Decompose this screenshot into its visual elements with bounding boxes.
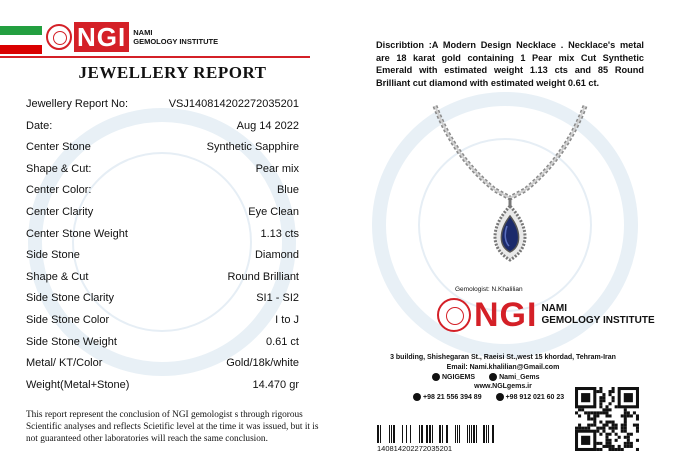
ngi-seal-icon <box>46 24 72 50</box>
row-label: Jewellery Report No: <box>26 98 129 110</box>
row-value: I to J <box>275 313 299 326</box>
report-row <box>26 202 299 224</box>
phone-mobile: +98 912 021 60 23 <box>496 393 565 401</box>
row-label: Center Stone <box>26 141 91 154</box>
phone-numbers <box>413 393 564 401</box>
ngi-brand: NGI <box>74 22 129 52</box>
ngi-footer-logo <box>437 297 655 333</box>
telegram-icon <box>489 373 497 381</box>
social-links <box>432 373 540 381</box>
contact-block <box>378 353 628 373</box>
row-value: Gold/18k/white <box>226 357 299 370</box>
row-label: Side Stone Weight <box>26 335 117 348</box>
instagram-link[interactable]: NGIGEMS <box>432 373 475 381</box>
report-row <box>26 94 299 116</box>
report-row <box>26 353 299 375</box>
description: Discribtion :A Modern Design Necklace . Necklace's metal are 18 karat gold containing 1 Pear mix Cut Synthetic Emerald with estimated weight 1.13 cts and 85 Round Brilliant cut diamond with estimated weight 0.61 ct. <box>376 40 644 88</box>
row-label: Date: <box>26 119 53 132</box>
row-value: 0.61 ct <box>265 335 299 348</box>
qr-code-icon <box>575 387 639 451</box>
row-value: 14.470 gr <box>252 378 299 391</box>
row-label: Side Stone Clarity <box>26 292 115 305</box>
report-row <box>26 137 299 159</box>
necklace-image <box>425 98 595 278</box>
row-value: Blue <box>276 184 299 197</box>
row-label: Center Stone Weight <box>26 227 128 240</box>
report-row <box>26 180 299 202</box>
report-row <box>26 332 299 354</box>
row-label: Shape & Cut: <box>26 162 92 175</box>
disclaimer: This report represent the conclusion of NGI gemologist s through rigorous Scientific analyses and reflects Scietific level at the time it was issued, but it is not guaranteed other laboratories will reach the same conclusion. <box>26 410 319 444</box>
report-row <box>26 267 299 289</box>
report-row <box>26 245 299 267</box>
instagram-icon <box>432 373 440 381</box>
report-row <box>26 375 299 397</box>
report-row <box>26 288 299 310</box>
mobile-icon <box>496 393 504 401</box>
report-row <box>26 224 299 246</box>
website-link[interactable]: www.NGLgems.ir <box>474 383 532 390</box>
gemologist-name: Gemologist: N.Khalilian <box>455 286 523 293</box>
report-row <box>26 310 299 332</box>
address: 3 building, Shishegaran St., Raeisi St.,west 15 khordad, Tehram-Iran <box>390 354 616 361</box>
header-divider <box>0 56 310 58</box>
row-label: Shape & Cut <box>26 270 89 283</box>
row-value: Eye Clean <box>248 205 299 218</box>
barcode-icon <box>377 425 495 443</box>
brand-line1: NAMI <box>133 28 153 37</box>
report-details <box>26 94 299 396</box>
row-value: SI1 - SI2 <box>256 292 299 305</box>
ngi-footer-seal-icon <box>437 298 471 332</box>
row-label: Side Stone <box>26 249 80 262</box>
row-value: Synthetic Sapphire <box>206 141 299 154</box>
iran-flag-icon <box>0 26 42 54</box>
phone-icon <box>413 393 421 401</box>
row-value: 1.13 cts <box>260 227 299 240</box>
ngi-logo <box>46 22 218 52</box>
row-value: Diamond <box>254 249 299 262</box>
email: Email: Nami.khalilian@Gmail.com <box>446 364 560 371</box>
report-title: JEWELLERY REPORT <box>78 63 267 82</box>
row-value: Pear mix <box>255 162 299 175</box>
telegram-link[interactable]: Nami_Gems <box>489 373 539 381</box>
row-label: Metal/ KT/Color <box>26 357 103 370</box>
row-value: VSJ140814202272035201 <box>168 98 299 110</box>
footer-brand-line1: NAMI <box>541 303 568 314</box>
row-label: Center Color: <box>26 184 92 197</box>
brand-line2: GEMOLOGY INSTITUTE <box>133 37 219 46</box>
row-label: Center Clarity <box>26 205 94 218</box>
barcode-number: 140814202272035201 <box>377 444 453 453</box>
row-value: Aug 14 2022 <box>236 119 299 132</box>
footer-brand-line2: GEMOLOGY INSTITUTE <box>541 315 655 326</box>
row-label: Weight(Metal+Stone) <box>26 378 130 391</box>
report-row <box>26 116 299 138</box>
row-label: Side Stone Color <box>26 313 110 326</box>
phone-landline: +98 21 556 394 89 <box>413 393 482 401</box>
ngi-footer-brand: NGI <box>474 296 538 334</box>
row-value: Round Brilliant <box>227 270 299 283</box>
report-row <box>26 159 299 181</box>
